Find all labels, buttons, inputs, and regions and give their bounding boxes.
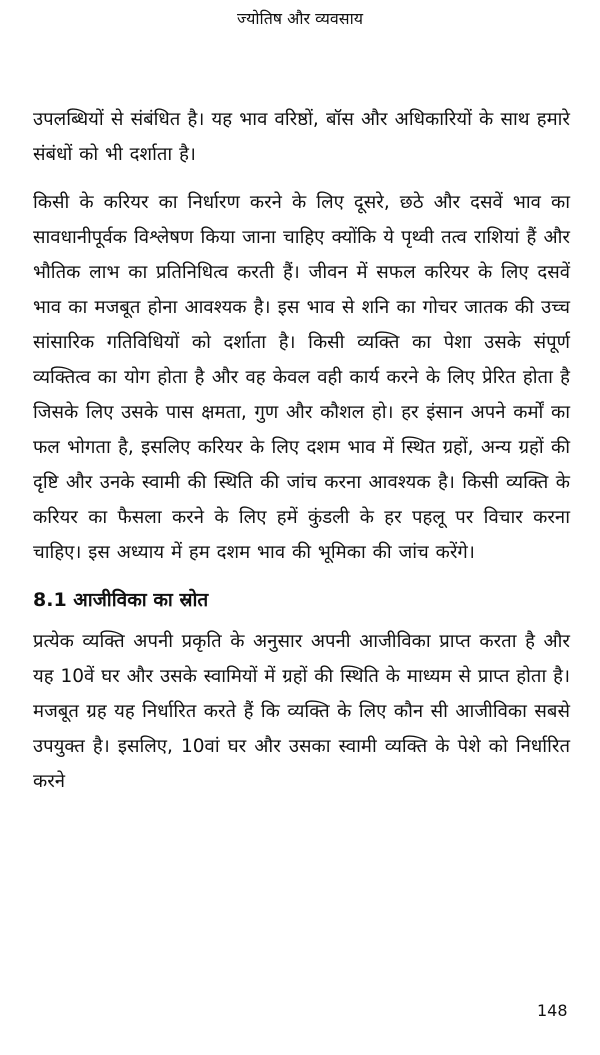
page-body <box>33 102 570 799</box>
section-heading: 8.1 आजीविका का स्रोत <box>33 589 209 611</box>
running-header: ज्योतिष और व्यवसाय <box>236 9 364 28</box>
paragraph-livelihood-source: प्रत्येक व्यक्ति अपनी प्रकृति के अनुसार अपनी आजीविका प्राप्त करता है और यह 10वें घर और उसके स्वामियों में ग्रहों की स्थिति के माध्यम से प्राप्त होता है। मजबूत ग्रह यह निर्धारित करते हैं कि व्यक्ति के लिए कौन सी आजीविका सबसे उपयुक्त है। इसलिए, 10वां घर और उसका स्वामी व्यक्ति के पेशे को निर्धारित करने <box>33 631 570 792</box>
paragraph-continuation: उपलब्धियों से संबंधित है। यह भाव वरिष्ठों, बॉस और अधिकारियों के साथ हमारे संबंधों को भी दर्शाता है। <box>33 109 570 165</box>
paragraph-career-analysis: किसी के करियर का निर्धारण करने के लिए दूसरे, छठे और दसवें भाव का सावधानीपूर्वक विश्लेषण किया जाना चाहिए क्योंकि ये पृथ्वी तत्व राशियां हैं और भौतिक लाभ का प्रतिनिधित्व करती हैं। जीवन में सफल करियर के लिए दसवें भाव का मजबूत होना आवश्यक है। इस भाव से शनि का गोचर जातक की उच्च सांसारिक गतिविधियों को दर्शाता है। किसी व्यक्ति का पेशा उसके संपूर्ण व्यक्तित्व का योग होता है और वह केवल वही कार्य करने के लिए प्रेरित होता है जिसके लिए उसके पास क्षमता, गुण और कौशल हो। हर इंसान अपने कर्मों का फल भोगता है, इसलिए करियर के लिए दशम भाव में स्थित ग्रहों, अन्य ग्रहों की दृष्टि और उनके स्वामी की स्थिति की जांच करना आवश्यक है। किसी व्यक्ति के करियर का फैसला करने के लिए हमें कुंडली के हर पहलू पर विचार करना चाहिए। इस अध्याय में हम दशम भाव की भूमिका की जांच करेंगे। <box>33 192 570 563</box>
page-number: 148 <box>537 1001 568 1020</box>
